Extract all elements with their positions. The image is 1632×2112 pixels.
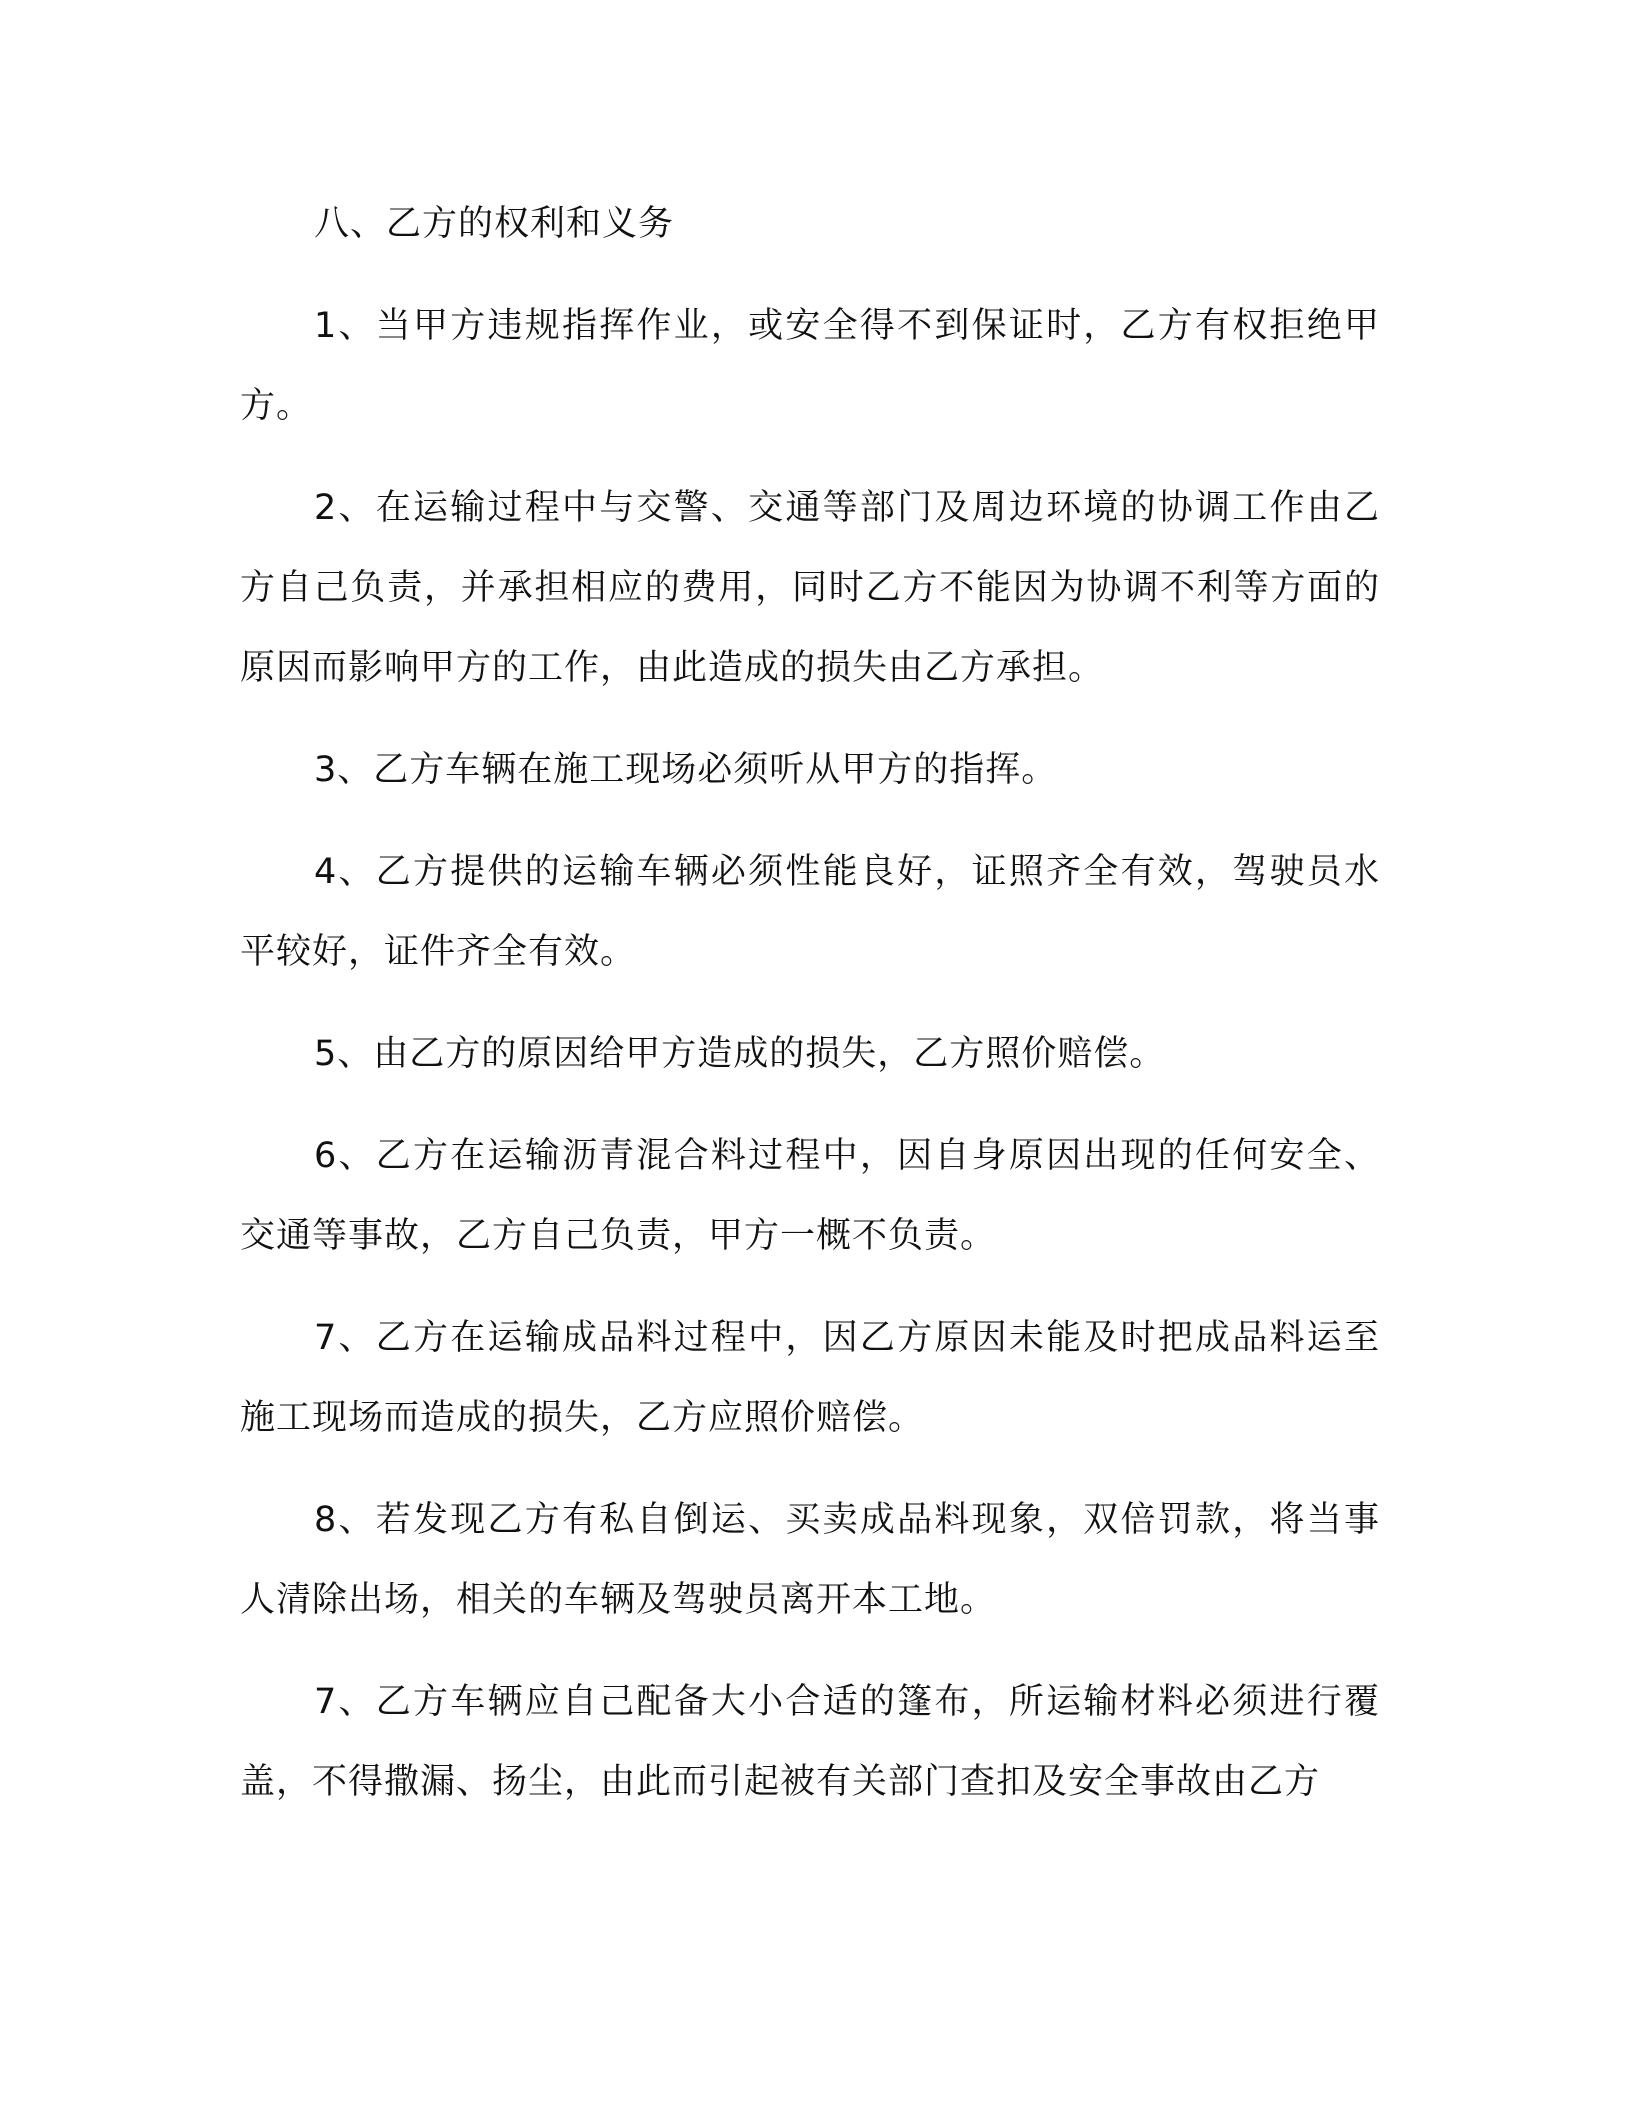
paragraph-9: 7、乙方车辆应自己配备大小合适的篷布，所运输材料必须进行覆盖，不得撒漏、扬尘，由此而引起被有关部门查扣及安全事故由乙方 — [240, 1682, 1380, 1802]
paragraph-2: 2、在运输过程中与交警、交通等部门及周边环境的协调工作由乙方自己负责，并承担相应的费用，同时乙方不能因为协调不利等方面的原因而影响甲方的工作，由此造成的损失由乙方承担。 — [240, 488, 1380, 688]
paragraph-1: 1、当甲方违规指挥作业，或安全得不到保证时，乙方有权拒绝甲方。 — [240, 306, 1380, 426]
document-body — [240, 184, 1380, 1844]
paragraph-8: 8、若发现乙方有私自倒运、买卖成品料现象，双倍罚款，将当事人清除出场，相关的车辆及驾驶员离开本工地。 — [240, 1500, 1380, 1620]
paragraph-6: 6、乙方在运输沥青混合料过程中，因自身原因出现的任何安全、交通等事故，乙方自己负责，甲方一概不负责。 — [240, 1136, 1380, 1256]
paragraph-4: 4、乙方提供的运输车辆必须性能良好，证照齐全有效，驾驶员水平较好，证件齐全有效。 — [240, 852, 1380, 972]
paragraph-3: 3、乙方车辆在施工现场必须听从甲方的指挥。 — [314, 750, 1058, 790]
section-title: 八、乙方的权利和义务 — [314, 204, 675, 244]
paragraph-7: 7、乙方在运输成品料过程中，因乙方原因未能及时把成品料运至施工现场而造成的损失，乙方应照价赔偿。 — [240, 1318, 1380, 1438]
paragraph-5: 5、由乙方的原因给甲方造成的损失，乙方照价赔偿。 — [314, 1034, 1166, 1074]
